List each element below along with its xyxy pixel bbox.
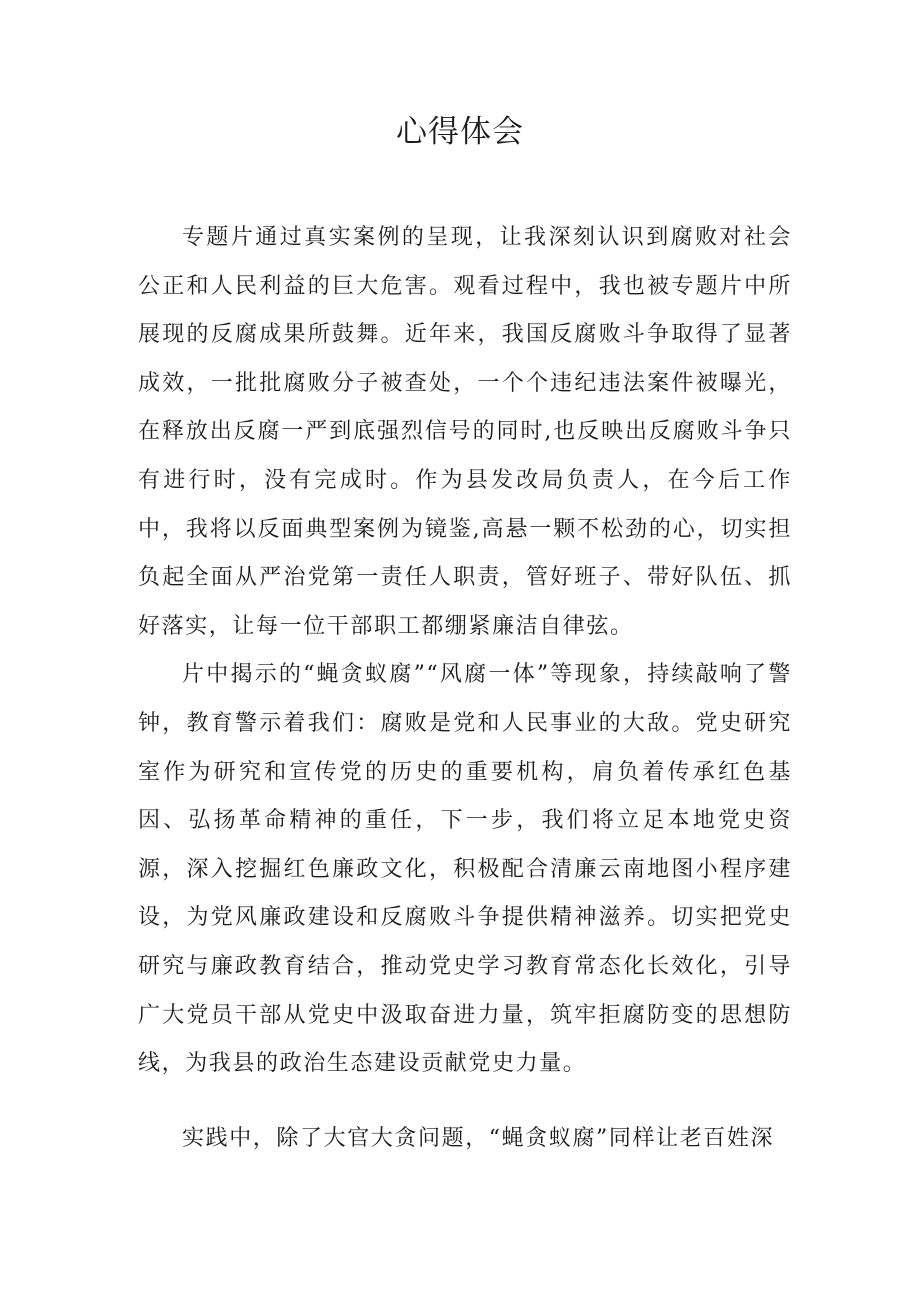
document-title: 心得体会 [396,114,524,150]
paragraph-2: 片中揭示的“蝇贪蚁腐”“风腐一体”等现象，持续敲响了警钟，教育警示着我们：腐败是党和人民事业的大敌。党史研究室作为研究和宣传党的历史的重要机构，肩负着传承红色基因、弘扬革命精神的重任，下一步，我们将立足本地党史资源，深入挖掘红色廉政文化，积极配合清廉云南地图小程序建设，为党风廉政建设和反腐败斗争提供精神滋养。切实把党史研究与廉政教育结合，推动党史学习教育常态化长效化，引导广大党员干部从党史中汲取奋进力量，筑牢拒腐防变的思想防线，为我县的政治生态建设贡献党史力量。 [138,662,792,1077]
paragraph-3: 实践中，除了大官大贪问题，“蝇贪蚁腐”同样让老百姓深 [182,1125,775,1151]
document-body [138,214,792,1163]
paragraph-1: 专题片通过真实案例的呈现，让我深刻认识到腐败对社会公正和人民利益的巨大危害。观看过程中，我也被专题片中所展现的反腐成果所鼓舞。近年来，我国反腐败斗争取得了显著成效，一批批腐败分子被查处，一个个违纪违法案件被曝光，在释放出反腐一严到底强烈信号的同时,也反映出反腐败斗争只有进行时，没有完成时。作为县发改局负责人，在今后工作中，我将以反面典型案例为镜鉴,高悬一颗不松劲的心，切实担负起全面从严治党第一责任人职责，管好班子、带好队伍、抓好落实，让每一位干部职工都绷紧廉洁自律弦。 [138,225,792,639]
